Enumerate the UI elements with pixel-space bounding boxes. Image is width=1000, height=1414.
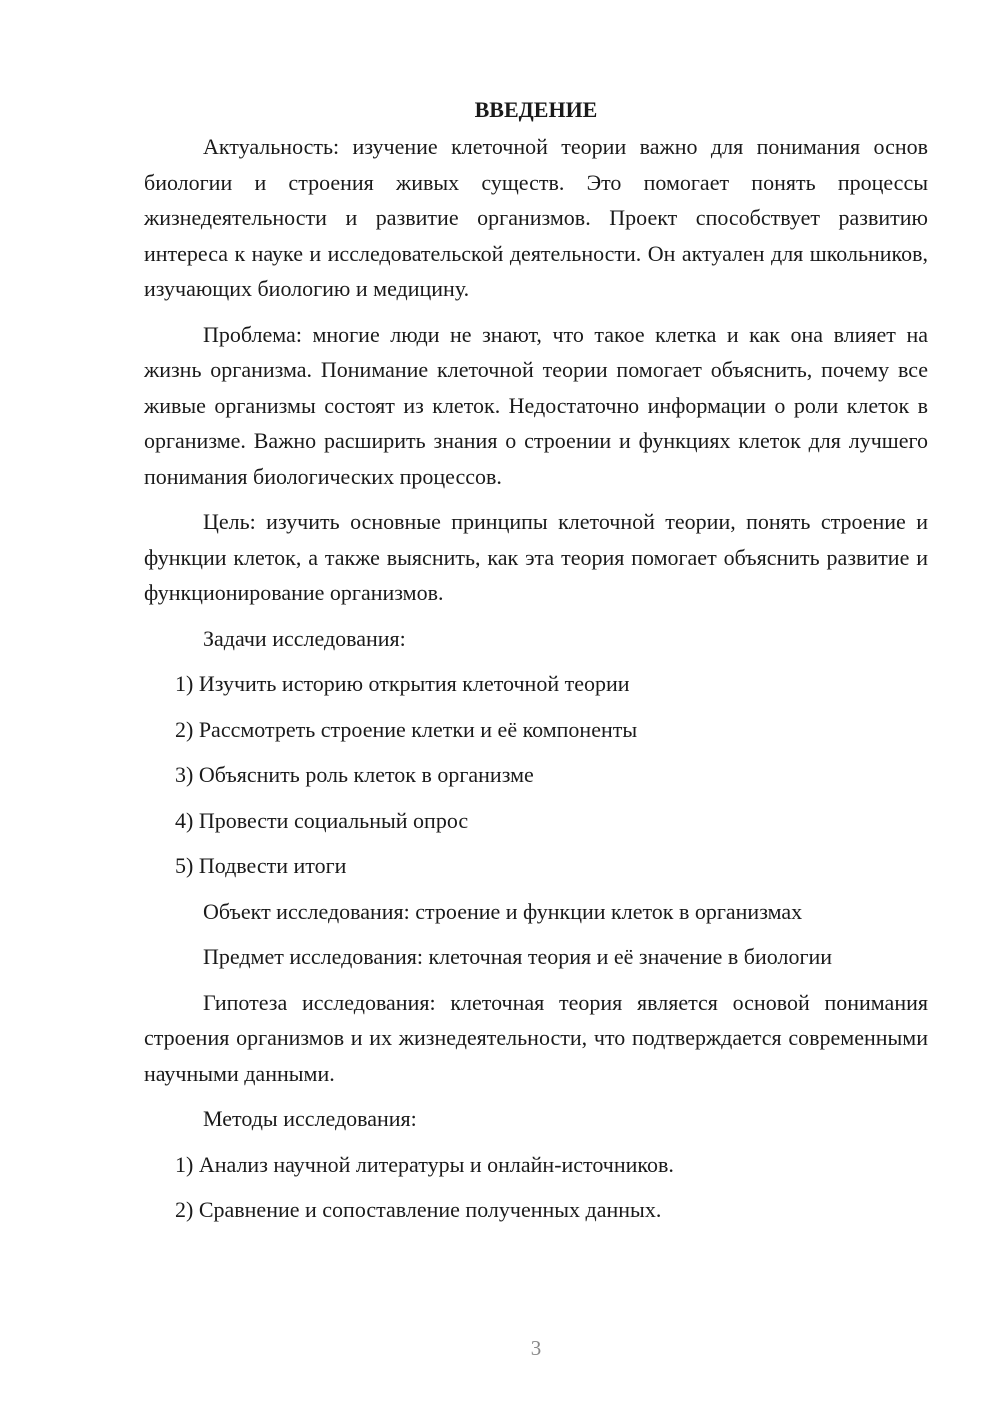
task-item-1: 1) Изучить историю открытия клеточной теории bbox=[175, 671, 630, 696]
methods-heading: Методы исследования: bbox=[203, 1106, 417, 1131]
task-item-5: 5) Подвести итоги bbox=[175, 853, 347, 878]
method-item-2: 2) Сравнение и сопоставление полученных данных. bbox=[175, 1197, 662, 1222]
relevance-paragraph: Актуальность: изучение клеточной теории важно для понимания основ биологии и строения живых существ. Это помогает понять процессы жизнедеятельности и развитие организмов. Проект способствует развитию интереса к науке и исследовательской деятельности. Он актуален для школьников, изучающих биологию и медицину. bbox=[144, 134, 928, 301]
task-item-4: 4) Провести социальный опрос bbox=[175, 807, 469, 833]
goal-paragraph: Цель: изучить основные принципы клеточной теории, понять строение и функции клеток, а также выяснить, как эта теория помогает объяснить развитие и функционирование организмов. bbox=[144, 509, 928, 605]
tasks-heading: Задачи исследования: bbox=[203, 625, 406, 651]
task-item-2: 2) Рассмотреть строение клетки и её компоненты bbox=[175, 716, 638, 742]
page-number: 3 bbox=[530, 1336, 542, 1360]
hypothesis-paragraph: Гипотеза исследования: клеточная теория является основой понимания строения организмов и их жизнедеятельности, что подтверждается современными научными данными. bbox=[144, 989, 928, 1086]
method-item-1: 1) Анализ научной литературы и онлайн-источников. bbox=[175, 1151, 674, 1177]
section-title: ВВЕДЕНИЕ bbox=[474, 97, 598, 122]
problem-paragraph: Проблема: многие люди не знают, что такое клетка и как она влияет на жизнь организма. Понимание клеточной теории помогает объяснить, почему все живые организмы состоят из клеток. Недостаточно информации о роли клеток в организме. Важно расширить знания о строении и функциях клеток для лучшего понимания биологических процессов. bbox=[144, 321, 928, 489]
task-item-3: 3) Объяснить роль клеток в организме bbox=[175, 762, 534, 787]
document-page bbox=[144, 92, 928, 1238]
research-subject: Предмет исследования: клеточная теория и её значение в биологии bbox=[203, 944, 833, 969]
research-object: Объект исследования: строение и функции клеток в организмах bbox=[203, 898, 803, 924]
